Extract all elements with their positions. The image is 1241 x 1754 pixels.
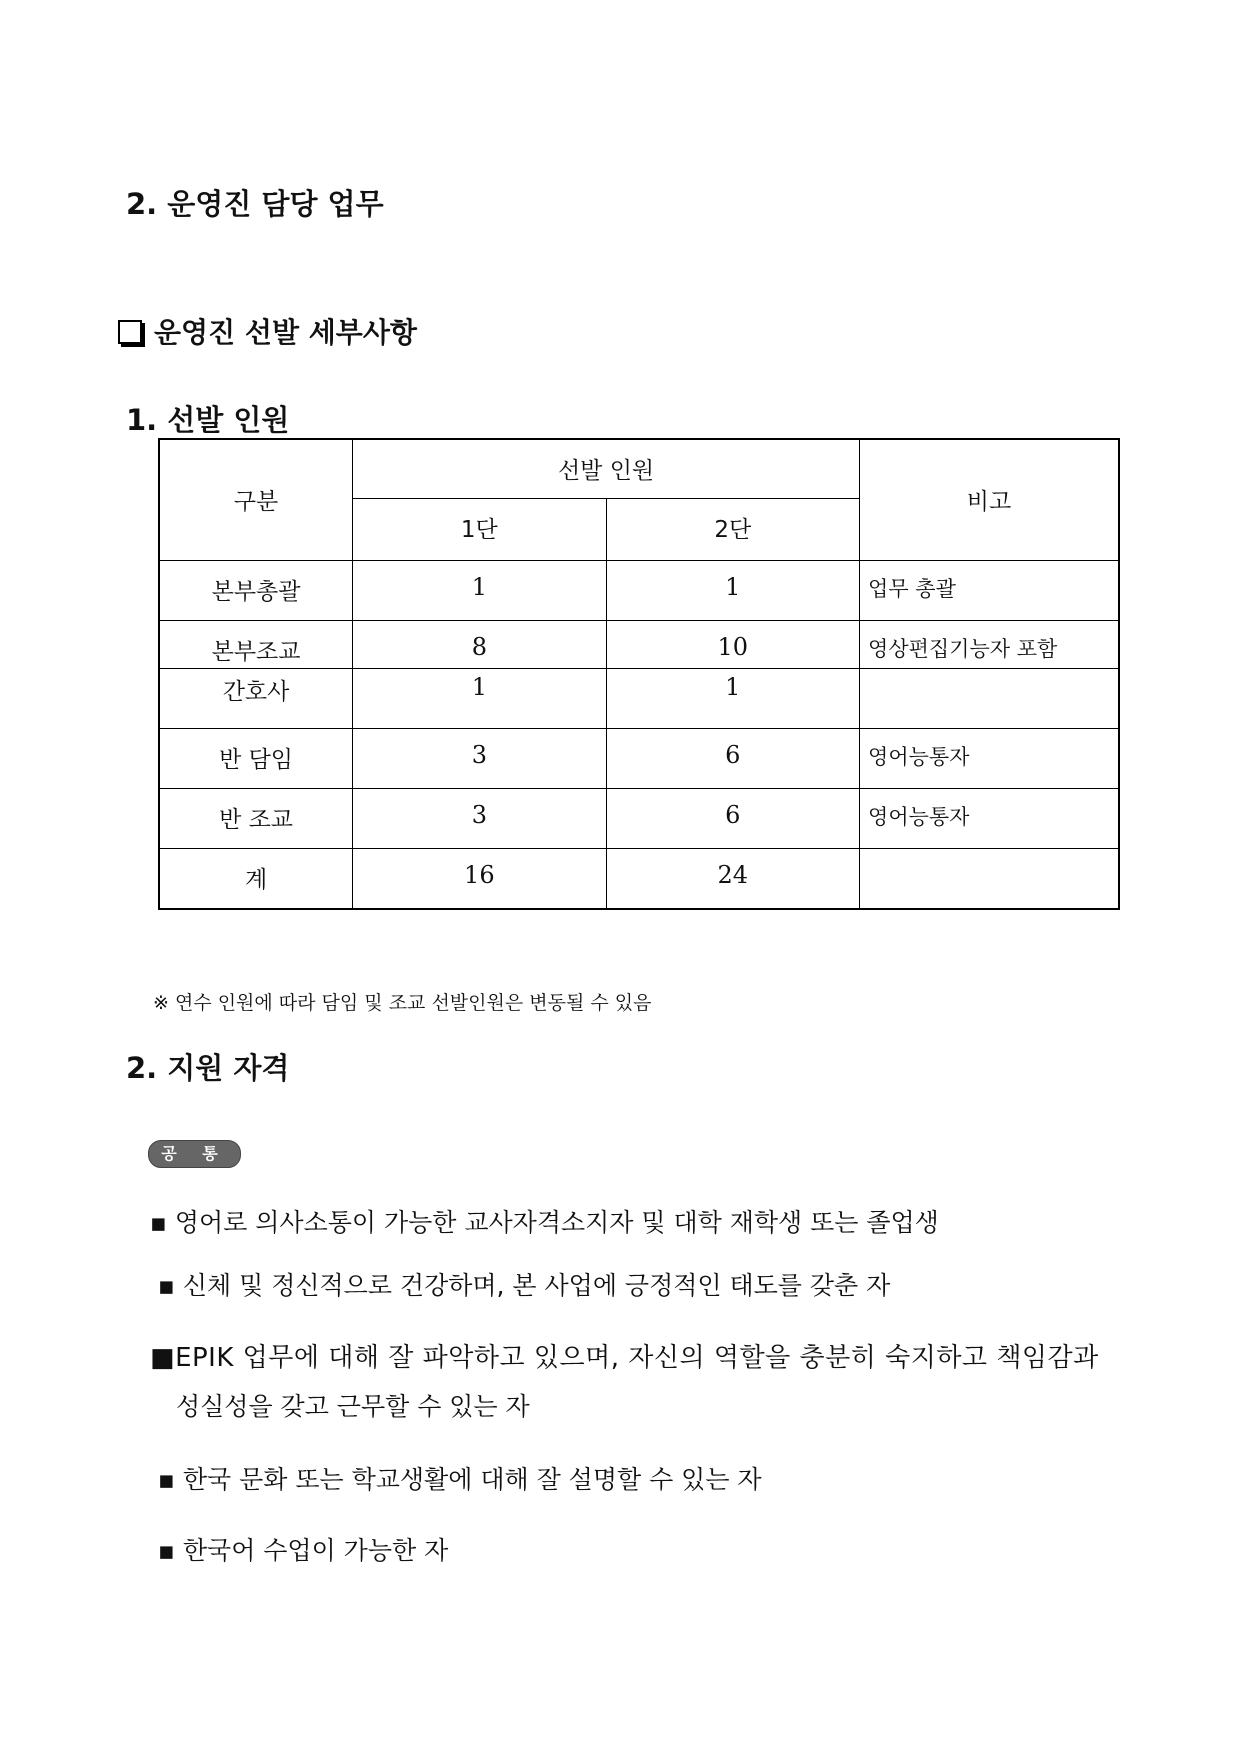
cell-remarks [860,668,1119,728]
header-team2: 2단 [606,498,859,560]
bullet-item: ▪ 한국 문화 또는 학교생활에 대해 잘 설명할 수 있는 자 [158,1465,762,1494]
table-row [159,788,1119,848]
cell-team1: 3 [353,728,606,788]
cell-team2: 1 [606,560,859,620]
bullet-item: ■EPIK 업무에 대해 잘 파악하고 있으며, 자신의 역할을 충분히 숙지하고 책임감과 [150,1343,1099,1373]
cell-team2: 24 [606,848,859,909]
bullet-item-continuation: 성실성을 갖고 근무할 수 있는 자 [176,1392,530,1421]
table-note: ※ 연수 인원에 따라 담임 및 조교 선발인원은 변동될 수 있음 [153,992,652,1014]
cell-category: 본부조교 [159,620,353,668]
selection-heading [118,311,417,351]
selection-heading-text: 운영진 선발 세부사항 [154,316,417,349]
header-selection: 선발 인원 [353,439,860,498]
cell-category: 간호사 [159,668,353,728]
cell-category: 반 담임 [159,728,353,788]
cell-team2: 6 [606,788,859,848]
table-row [159,848,1119,909]
cell-category: 본부총괄 [159,560,353,620]
selection-table [158,438,1120,910]
cell-team1: 3 [353,788,606,848]
header-category: 구분 [159,439,353,560]
table-row [159,560,1119,620]
cell-remarks: 영상편집기능자 포함 [860,620,1119,668]
cell-remarks: 영어능통자 [860,788,1119,848]
table-row [159,668,1119,728]
cell-remarks [860,848,1119,909]
cell-category: 반 조교 [159,788,353,848]
section-heading: 2. 운영진 담당 업무 [126,187,384,221]
cell-category: 계 [159,848,353,909]
header-remarks: 비고 [860,439,1119,560]
cell-team1: 16 [353,848,606,909]
cell-team2: 1 [606,668,859,728]
common-badge: 공 통 [148,1140,241,1168]
cell-team1: 1 [353,668,606,728]
header-team1: 1단 [353,498,606,560]
cell-team1: 8 [353,620,606,668]
cell-remarks: 영어능통자 [860,728,1119,788]
cell-team1: 1 [353,560,606,620]
cell-team2: 6 [606,728,859,788]
bullet-item: ▪ 신체 및 정신적으로 건강하며, 본 사업에 긍정적인 태도를 갖춘 자 [158,1271,891,1300]
bullet-item: ▪ 영어로 의사소통이 가능한 교사자격소지자 및 대학 재학생 또는 졸업생 [150,1208,939,1237]
subsection-heading-2: 2. 지원 자격 [126,1051,290,1085]
checkbox-square-icon [118,320,142,344]
table-row [159,728,1119,788]
table-row [159,620,1119,668]
bullet-item: ▪ 한국어 수업이 가능한 자 [158,1536,449,1565]
subsection-heading-1: 1. 선발 인원 [126,403,290,437]
cell-team2: 10 [606,620,859,668]
cell-remarks: 업무 총괄 [860,560,1119,620]
